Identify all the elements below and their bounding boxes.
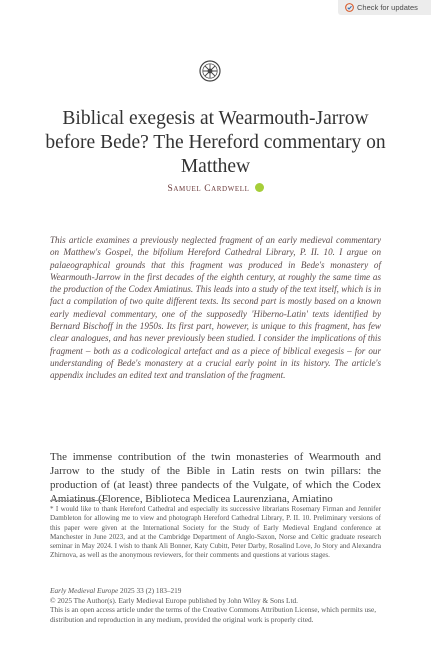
journal-name: Early Medieval Europe	[50, 586, 119, 595]
journal-emblem-icon	[199, 60, 221, 82]
check-for-updates-icon	[345, 3, 354, 12]
citation-details: 2025 33 (2) 183–219	[120, 586, 182, 595]
check-for-updates-badge[interactable]	[338, 0, 431, 15]
abstract: This article examines a previously neglected fragment of an early medieval commentary on Matthew's Gospel, the bifolium Hereford Cathedral Library, P. II. 10. I argue on palaeographical grounds that this fragment was produced in Bede's monastery of Wearmouth-Jarrow in the first decades of the eighth century, at roughly the same time as the production of the Codex Amiatinus. This leads into a study of the text itself, which is in fact a compilation of two quite different texts. Its second part is mostly based on a known early medieval commentary, one of the supposedly 'Hiberno-Latin' texts identified by Bernard Bischoff in the 1950s. Its first part, however, is unique to this fragment, has few clear analogues, and has never previously been studied. I consider the implications of this fragment – both as a codicological artefact and as a piece of biblical exegesis – for our understanding of Bede's monastery at a crucial early point in its history. The article's appendix includes an edited text and translation of the fragment.	[50, 235, 381, 381]
license-notice: This is an open access article under the terms of the Creative Commons Attribution License, which permits use, distribution and reproduction in any medium, provided the original work is properly cited.	[50, 605, 377, 624]
article-title: Biblical exegesis at Wearmouth-Jarrow before Bede? The Hereford commentary on Matthew	[45, 108, 386, 177]
footnote-divider	[50, 500, 108, 501]
author-line	[0, 183, 431, 194]
journal-citation	[50, 586, 381, 596]
page-footer	[50, 586, 381, 624]
orcid-icon[interactable]	[255, 183, 264, 192]
author-name[interactable]: Samuel Cardwell	[167, 184, 250, 194]
copyright-notice: © 2025 The Author(s). Early Medieval Europe published by John Wiley & Sons Ltd.	[50, 595, 298, 605]
check-for-updates-label: Check for updates	[357, 3, 418, 12]
body-paragraph: The immense contribution of the twin monasteries of Wearmouth and Jarrow to the study of the Bible in Latin rests on twin pillars: the production of (at least) three pandects of the Vulgate, of which the Codex Amiatinus (Florence, Biblioteca Medicea Laurenziana, Amiatino	[50, 451, 381, 505]
footnote: * I would like to thank Hereford Cathedral and especially its successive librarians Rosemary Firman and Jennifer Dambleton for allowing me to view and photograph Hereford Cathedral Library, P. II. 10. Preliminary versions of this paper were given at the International Society for the Study of Early Medieval England conference at Manchester in June 2023, and at the Cambridge Department of Anglo-Saxon, Norse and Celtic graduate research seminar in May 2024. I wish to thank Ali Bonner, Katy Cubitt, Peter Darby, Rosalind Love, Jo Story and Alexandra Zhirnova, as well as the anonymous reviewers, for their comments and questions at various stages.	[50, 505, 381, 560]
